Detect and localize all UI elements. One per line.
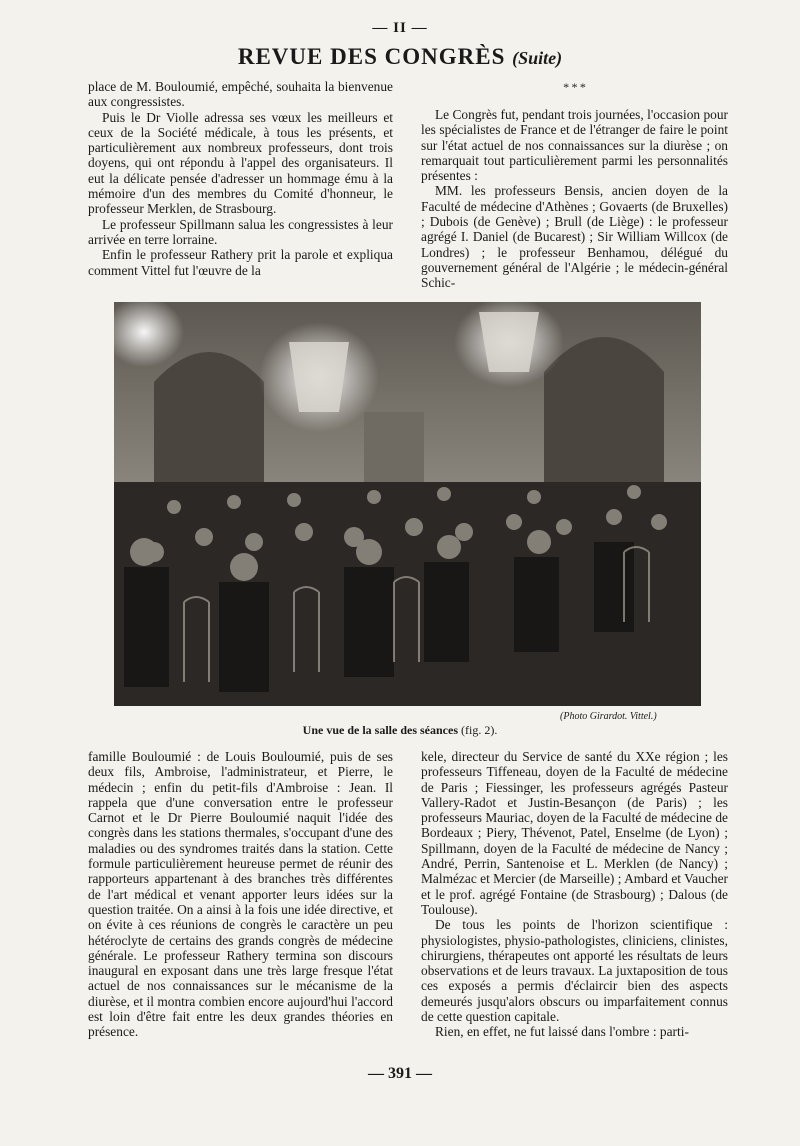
caption-text: Une vue de la salle des séances — [302, 723, 458, 737]
column-3 — [88, 749, 393, 1040]
paragraph: Le Congrès fut, pendant trois journées, l'occasion pour les spécialistes de France et de l'étranger de faire le point sur l'état actuel de nos connaissances sur la diurèse ; on remarquait tout particulièrement parmi les personnalités présentes : — [421, 107, 728, 184]
photo-illustration — [114, 302, 701, 706]
column-1 — [88, 79, 393, 278]
title-text: REVUE DES CONGRÈS — [237, 44, 506, 69]
paragraph: place de M. Bouloumié, empêché, souhaita la bienvenue aux congressistes. — [88, 79, 393, 110]
column-4 — [421, 749, 728, 1040]
paragraph: famille Bouloumié : de Louis Bouloumié, puis de ses deux fils, Ambroise, l'administrateur, et Pierre, le médecin ; enfin du petit-fils d'Ambroise : Jean. Il rappela que d'une conversation entre le professeur Carnot et le Dr Pierre Bouloumié naquit l'idée des congrès dans les stations thermales, s'occupant d'une des maladies ou des syndromes traités dans la station. Cette formule particulièrement heureuse permet de réunir des rapporteurs appartenant à des branches très différentes de l'art médical et venant apporter leurs idées sur la question traitée. On a ainsi à la fois une idée directive, et on évite à ces réunions de congrès le caractère un peu hétéroclyte de certains des grands congrès de médecine générale. Le professeur Rathery termina son discours inaugural en exposant dans une très large fresque l'état actuel de nos connaissances sur le mécanisme de la diurèse, et il montra combien encore aujourd'hui l'accord est loin d'être fait entre les deux grandes théories en présence. — [88, 749, 393, 1040]
paragraph: Enfin le professeur Rathery prit la parole et expliqua comment Vittel fut l'œuvre de la — [88, 247, 393, 278]
page-title — [0, 44, 800, 70]
paragraph: kele, directeur du Service de santé du XXe région ; les professeurs Tiffeneau, doyen de la Faculté de médecine de Paris ; Fiessinger, les professeurs agrégés Pasteur Vallery-Radot et Justin-Besançon (de Paris) ; les professeurs Mauriac, doyen de la Faculté de médecine de Bordeaux ; Piery, Thévenot, Patel, Enselme (de Lyon) ; Spillmann, doyen de la Faculté de médecine de Nancy ; André, Perrin, Santenoise et L. Merklen (de Nancy) ; Malmézac et Mercier (de Marseille) ; Ambard et Vaucher et le prof. agrégé Fontaine (de Strasbourg) ; Dalous (de Toulouse). — [421, 749, 728, 917]
paragraph: MM. les professeurs Bensis, ancien doyen de la Faculté de médecine d'Athènes ; Govaerts (de Bruxelles) ; Dubois (de Genève) ; Brull (de Liège) : le professeur agrégé I. Daniel (de Bucarest) ; Sir William Willcox (de Londres) ; le professeur Benhamou, délégué du gouvernement général de l'Algérie ; le médecin-général Schic- — [421, 183, 728, 291]
figure-caption — [0, 723, 800, 738]
paragraph: Le professeur Spillmann salua les congressistes à leur arrivée en terre lorraine. — [88, 216, 393, 247]
asterism: * * * — [563, 80, 586, 94]
section-number: — II — — [372, 20, 428, 36]
caption-ref: (fig. 2). — [461, 723, 498, 737]
photo-conference-hall — [114, 302, 701, 706]
page-number: — 391 — — [368, 1065, 432, 1082]
title-suffix: (Suite) — [512, 48, 563, 68]
paragraph: Puis le Dr Violle adressa ses vœux les meilleurs et ceux de la Société médicale, à tous les présents, et particulièrement aux nombreux professeurs, dont trois doyens, qui ont répondu à l'appel des organisateurs. Il eut la délicate pensée d'adresser un hommage ému à la mémoire d'un des membres du Comité d'honneur, le professeur Merklen, de Strasbourg. — [88, 109, 393, 217]
paragraph: De tous les points de l'horizon scientifique : physiologistes, physio-pathologistes, cliniciens, clinistes, chirurgiens, thérapeutes ont apporté les résultats de leurs observations et de leurs travaux. La juxtaposition de tous ces exposés a permis d'éclaircir bien des aspects demeurés jusqu'alors obscurs ou imparfaitement connus de cette question capitale. — [421, 917, 728, 1025]
photo-credit: (Photo Girardot. Vittel.) — [560, 711, 657, 722]
column-2 — [421, 79, 728, 291]
paragraph: Rien, en effet, ne fut laissé dans l'ombre : parti- — [435, 1024, 689, 1040]
